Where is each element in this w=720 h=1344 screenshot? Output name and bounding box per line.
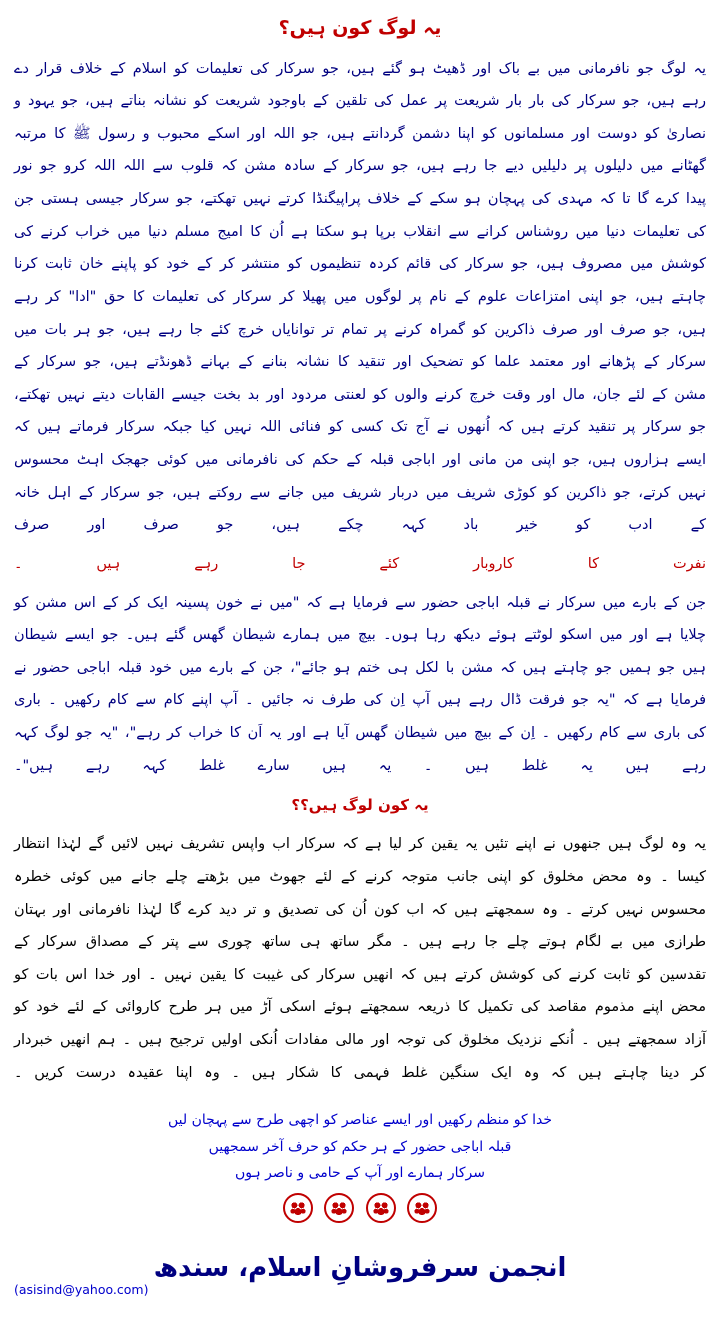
flower-icon (324, 1193, 354, 1223)
organization-name: انجمن سرفروشانِ اسلام، سندھ (153, 1253, 567, 1284)
flower-icon (283, 1193, 313, 1223)
paragraph-5-conclusion: یہ وہ لوگ ہیں جنھوں نے اپنے تئیں یہ یقین کر لیا ہے کہ سرکار اب واپس تشریف نہیں لائیں گے لہٰذا انتظار کیسا ۔ وہ محض مخلوق کو اپنی جانب متوجہ کرنے کے لئے جھوٹ میں بڑھتے چلے جانے میں کوئی خطرہ محسوس نہیں کرتے ۔ وہ سمجھتے ہیں کہ اب کون اُن کی تصدیق و تر دید کرے گا لہٰذا نافرمانی اور بہتان طرازی میں بے لگام ہوتے چلے جا رہے ہیں ۔ مگر ساتھ ہی ساتھ چوری سے پتر کے مصداق سرکار کے تقدسین کو ثابت کرنے کی کوشش کرتے ہیں کہ انھیں سرکار کی غیبت کا یقین نہیں ۔ اور خدا اس بات کو محض اپنے مذموم مقاصد کی تکمیل کا ذریعہ سمجھتے ہوئے اسکی آڑ میں ہر طرح کاروائی کے لئے خود کو آزاد سمجھتے ہیں ۔ اُنکے نزدیک مخلوق کی توجہ اور مالی مفادات اُنکی اولیں ترجیح ہیں ۔ ہم انھیں خبردار کر دینا چاہتے ہیں کہ وہ ایک سنگین غلط فہمی کا شکار ہیں ۔ وہ اپنا عقیدہ درست کریں ۔ (14, 836, 706, 1081)
flower-icon (366, 1193, 396, 1223)
closing-line-3: سرکار ہمارے اور آپ کے حامی و ناصر ہوں (235, 1165, 485, 1182)
flower-icon (407, 1193, 437, 1223)
paragraph-2-highlight: نفرت کا کاروبار کئے جا رہے ہیں ۔ (14, 555, 706, 572)
closing-block (14, 1107, 706, 1187)
page-title: یہ لوگ کون ہیں؟ (278, 17, 442, 39)
contact-email[interactable]: (asisind@yahoo.com) (14, 1282, 149, 1298)
flower-divider (14, 1193, 706, 1223)
question-heading: یہ کون لوگ ہیں؟؟ (291, 796, 429, 815)
paragraph-3-quotes: جن کے بارے میں سرکار نے قبلہ اباجی حضور سے فرمایا ہے کہ "میں نے خون پسینہ ایک کر کے اس مشن کو چلایا ہے اور میں اسکو لوٹتے ہوئے دیکھ رہا ہوں۔ بیچ میں ہمارے شیطان گھس گئے ہیں۔ جو ایسے شیطان ہیں جو ہمیں جو چاہتے ہیں کہ مشن با لکل ہی ختم ہو جائے"، جن کے بارے میں خود قبلہ اباجی حضور نے فرمایا ہے کہ "یہ جو فرقت ڈال رہے ہیں آپ اِن کی طرف نہ جائیں ۔ آپ اپنے کام سے کام رکھیں ۔ باری کی باری سے کام رکھیں ۔ اِن کے بیچ میں شیطان گھس آیا ہے اور یہ اَن کا خراب کر رہے"، "یہ جو لوگ کہہ رہے ہیں یہ غلط ہیں ۔ یہ ہیں سارے غلط کہہ رہے ہیں"۔ (14, 594, 706, 774)
closing-line-2: قبلہ اباجی حضور کے ہر حکم کو حرف آخر سمجھیں (208, 1138, 512, 1155)
paragraph-1: یہ لوگ جو نافرمانی میں بے باک اور ڈھیٹ ہو گئے ہیں، جو سرکار کی تعلیمات کو اسلام کے خلاف قرار دے رہے ہیں، جو سرکار کی بار بار شریعت پر عمل کی تلقین کے باوجود شریعت کو نشانہ بناتے ہیں، جو یہود و نصاریٰ کو دوست اور مسلمانوں کو اپنا دشمن گردانتے ہیں، جو اللہ اور اسکے محبوب و رسول ﷺ کا مرتبہ گھٹانے میں دلیلوں پر دلیلیں دیے جا رہے ہیں، جو سرکار کے سادہ مشن کہ قلوب سے اللہ اللہ کرو جو نور پیدا کرے گا تا کہ مہدی کی پہچان ہو سکے کے خلاف پراپیگنڈا کرتے نہیں تھکتے، جو سرکار جیسی ہستی جن کی تعلیمات دنیا میں روشناس کرانے سے انقلاب برپا ہو سکتا ہے اُن کا امیج مسلم دنیا میں خراب کرنے کی کوشش میں مصروف ہیں، جو سرکار کی قائم کردہ تنظیموں کو منتشر کر کے خود کو پاپنے خان ثابت کرنا چاہتے ہیں، جو اپنی امتزاعات علوم کے نام پر لوگوں میں پھیلا کر سرکار کی تعلیمات کا حق "ادا" کر رہے ہیں، جو صرف اور صرف ذاکرین کو گمراہ کرنے پر تمام تر توانایاں خرچ کئے جا رہے ہیں، جو ہر بات میں سرکار کے پڑھانے اور معتمد علما کو تضحیک اور تنقید کا نشانہ بنانے کے بہانے ڈھونڈتے ہیں، جو سرکار کے مشن کے لئے جان، مال اور وقت خرچ کرنے والوں کو لعنتی مردود اور بد بخت جیسے القابات دیتے نہیں تھکتے، جو سرکار پر تنقید کرتے ہیں کہ اُنھوں نے آج تک کسی کو فنائی اللہ نہیں کیا جبکہ سرکار فرماتے ہیں کہ ایسے ہزاروں ہیں، جو اپنی من مانی اور اباجی قبلہ کے حکم کی نافرمانی میں کوئی جھجک اہٹ محسوس نہیں کرتے، جو ذاکرین کو کوڑی شریف میں دربار شریف میں جانے سے روکتے ہیں، جو سرکار کے اہل خانہ کے ادب کو خیر باد کہہ چکے ہیں، جو صرف اور صرف (14, 60, 706, 534)
closing-line-1: خدا کو منظم رکھیں اور ایسے عناصر کو اچھی طرح سے پہچان لیں (167, 1112, 553, 1129)
document-footer (14, 1253, 706, 1299)
